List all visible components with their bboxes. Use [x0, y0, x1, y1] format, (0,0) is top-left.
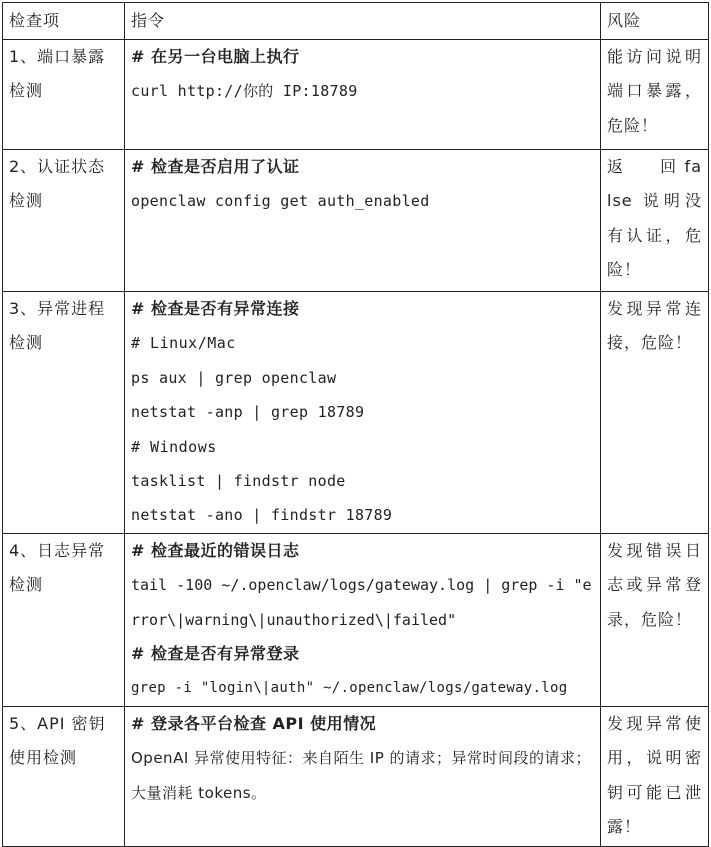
command-comment: # 登录各平台检查 API 使用情况 [131, 713, 377, 733]
header-item: 检查项 [3, 3, 125, 40]
command-cell [125, 40, 601, 150]
header-command: 指令 [125, 3, 601, 40]
risk-text: 能访问说明端口暴露，危险！ [607, 47, 702, 135]
item-label: 检测 [9, 81, 44, 101]
command-cell [125, 706, 601, 846]
item-label: 1、端口暴露 [9, 47, 106, 66]
header-risk: 风险 [601, 3, 709, 40]
item-cell [3, 40, 125, 150]
table-row [3, 292, 709, 534]
item-label: 检测 [9, 575, 44, 595]
item-cell [3, 292, 125, 534]
command-line: tail -100 ~/.openclaw/logs/gateway.log | grep -i "error\|warning\|unauthorized\|failed" [131, 576, 592, 629]
item-label: 检测 [9, 333, 44, 353]
risk-text: 发现异常连接，危险！ [607, 299, 702, 353]
risk-cell [601, 533, 709, 706]
command-comment: # 检查是否有异常连接 [131, 299, 300, 318]
item-cell [3, 150, 125, 292]
command-comment: # Windows [131, 437, 217, 456]
risk-cell [601, 706, 709, 846]
risk-cell [601, 150, 709, 292]
table-row [3, 40, 709, 150]
item-label: 2、认证状态 [9, 157, 106, 176]
command-line: tasklist | findstr node [131, 471, 346, 490]
item-cell [3, 533, 125, 706]
item-label: 检测 [9, 191, 44, 211]
risk-cell [601, 40, 709, 150]
command-comment: # 检查是否启用了认证 [131, 157, 300, 176]
command-cell [125, 150, 601, 292]
item-cell [3, 706, 125, 846]
item-label: 5、API 密钥 [9, 713, 106, 733]
table-row [3, 706, 709, 846]
command-line: ps aux | grep openclaw [131, 368, 337, 387]
risk-text: 返 回 false 说明没有认证，危险！ [607, 157, 702, 280]
table-row [3, 150, 709, 292]
command-line: netstat -ano | findstr 18789 [131, 506, 393, 525]
risk-text: 发现异常使用，说明密钥可能已泄露！ [607, 713, 702, 836]
command-cell [125, 533, 601, 706]
command-comment: # 检查是否有异常登录 [131, 643, 300, 663]
command-comment: # 在另一台电脑上执行 [131, 47, 300, 66]
command-line: openclaw config get auth_enabled [131, 192, 430, 211]
command-comment: # 检查最近的错误日志 [131, 540, 300, 560]
security-check-table [2, 2, 709, 847]
item-label: 3、异常进程 [9, 299, 106, 318]
item-label: 4、日志异常 [9, 540, 106, 560]
command-line: netstat -anp | grep 18789 [131, 403, 365, 422]
risk-cell [601, 292, 709, 534]
command-cell [125, 292, 601, 534]
table-row [3, 533, 709, 706]
risk-text: 发现错误日志或异常登录，危险！ [607, 540, 702, 629]
command-description: OpenAI 异常使用特征：来自陌生 IP 的请求；异常时间段的请求；大量消耗 tokens。 [131, 749, 592, 802]
command-comment: # Linux/Mac [131, 334, 236, 353]
command-line: grep -i "login\|auth" ~/.openclaw/logs/gateway.log [131, 680, 568, 697]
item-label: 使用检测 [9, 748, 78, 768]
table-header-row [3, 3, 709, 40]
command-line: curl http://你的 IP:18789 [131, 82, 358, 101]
